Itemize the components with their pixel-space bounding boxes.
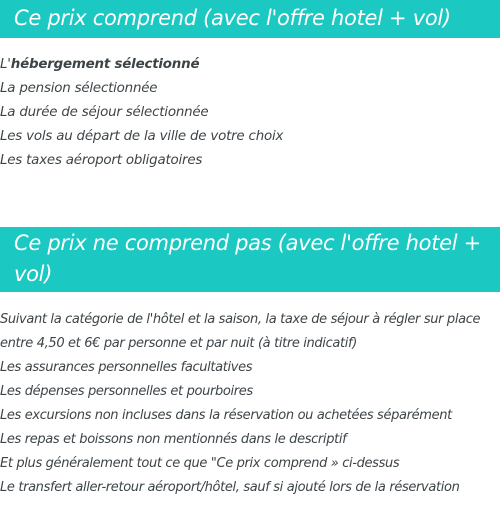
includes-section-title: Ce prix comprend (avec l'offre hotel + vol) <box>0 0 500 38</box>
list-item: Suivant la catégorie de l'hôtel et la saison, la taxe de séjour à régler sur place <box>0 312 481 327</box>
list-item: Le transfert aller-retour aéroport/hôtel, sauf si ajouté lors de la réservation <box>0 480 460 495</box>
includes-list <box>0 53 500 173</box>
excludes-list <box>0 308 500 500</box>
list-item: La durée de séjour sélectionnée <box>0 105 209 120</box>
list-item: Les dépenses personnelles et pourboires <box>0 384 253 399</box>
item-bold-text: hébergement sélectionné <box>10 57 200 72</box>
list-item: Les excursions non incluses dans la réservation ou achetées séparément <box>0 408 452 423</box>
list-item: Et plus généralement tout ce que "Ce prix comprend » ci-dessus <box>0 456 400 471</box>
list-item: Les taxes aéroport obligatoires <box>0 153 203 168</box>
list-item: entre 4,50 et 6€ par personne et par nuit (à titre indicatif) <box>0 336 357 351</box>
list-item: La pension sélectionnée <box>0 81 158 96</box>
list-item <box>0 53 500 77</box>
list-item: Les repas et boissons non mentionnés dans le descriptif <box>0 432 347 447</box>
list-item: Les vols au départ de la ville de votre choix <box>0 129 284 144</box>
excludes-section-title: Ce prix ne comprend pas (avec l'offre hotel + vol) <box>0 227 500 292</box>
item-prefix: L' <box>0 57 11 72</box>
list-item: Les assurances personnelles facultatives <box>0 360 253 375</box>
